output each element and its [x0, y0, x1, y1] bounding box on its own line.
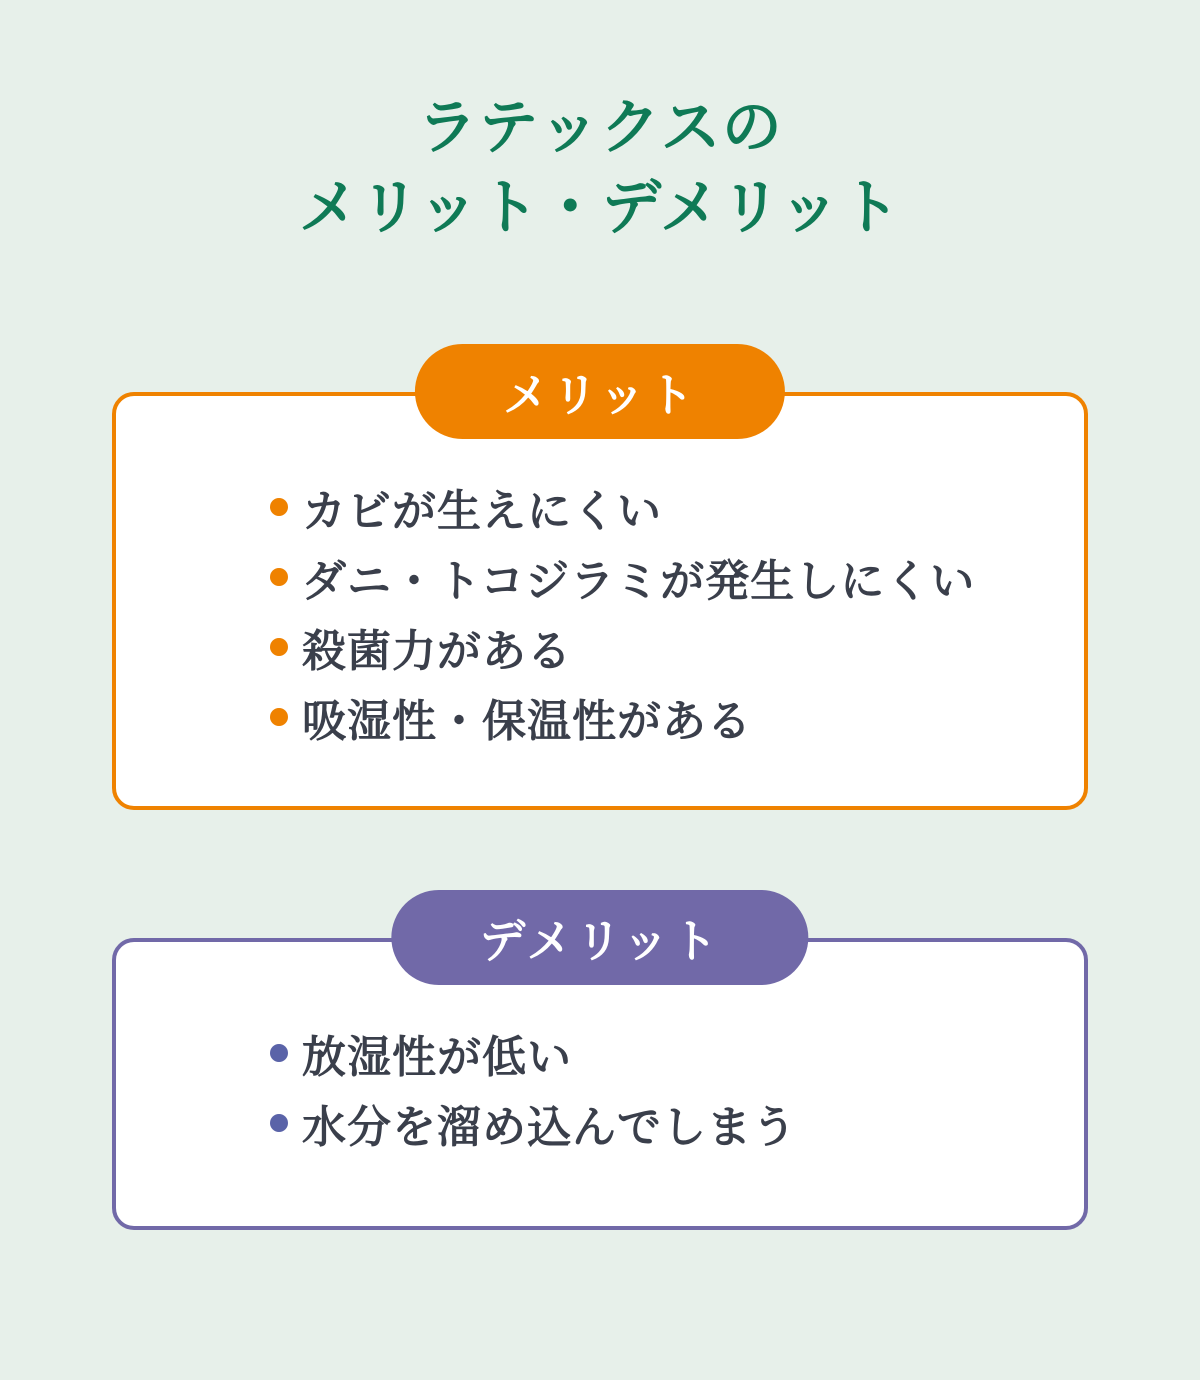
page-title-line-1: ラテックスの	[417, 94, 783, 161]
bullet-dot	[270, 638, 288, 656]
merit-item-text: 吸湿性・保温性がある	[302, 697, 752, 746]
bullet-dot	[270, 708, 288, 726]
merit-list-item	[116, 542, 1064, 612]
merit-item-text: カビが生えにくい	[302, 487, 662, 536]
bullet-dot	[270, 568, 288, 586]
merit-list-item	[116, 612, 1064, 682]
merit-item-text: 殺菌力がある	[302, 627, 572, 676]
merit-card	[112, 368, 1088, 810]
page-title-line-2: メリット・デメリット	[298, 174, 902, 241]
demerit-badge-label: デメリット	[479, 914, 721, 967]
bullet-dot	[270, 498, 288, 516]
merit-item-text: ダニ・トコジラミが発生しにくい	[302, 557, 976, 606]
merit-list	[116, 396, 1084, 806]
demerit-list-item	[116, 1088, 1064, 1158]
page-title	[0, 88, 1200, 248]
demerit-item-text: 放湿性が低い	[302, 1033, 572, 1082]
merit-badge	[415, 344, 785, 439]
infographic-page	[0, 88, 1200, 1380]
bullet-dot	[270, 1044, 288, 1062]
merit-badge-label: メリット	[502, 368, 698, 421]
demerit-list-item	[116, 1018, 1064, 1088]
demerit-item-text: 水分を溜め込んでしまう	[302, 1103, 797, 1152]
demerit-badge	[391, 890, 808, 985]
merit-list-item	[116, 682, 1064, 752]
bullet-dot	[270, 1114, 288, 1132]
merit-list-item	[116, 472, 1064, 542]
demerit-card	[112, 914, 1088, 1230]
